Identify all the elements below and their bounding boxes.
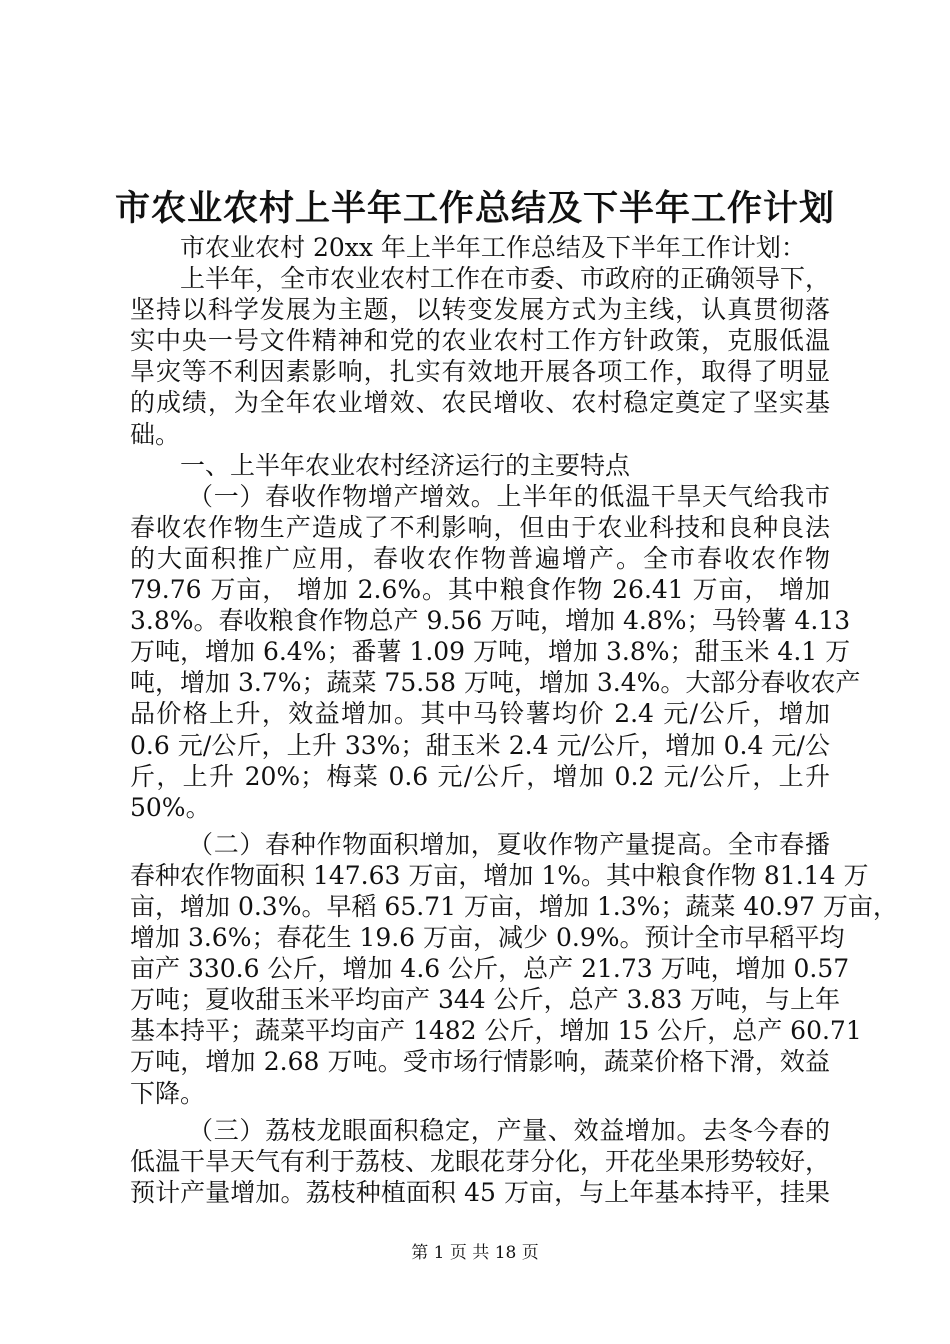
- paragraph-line: 的成绩，为全年农业增效、农民增收、农村稳定奠定了坚实基: [130, 388, 830, 418]
- paragraph-line: 春种农作物面积 147.63 万亩，增加 1%。其中粮食作物 81.14 万: [130, 860, 869, 890]
- document-title: 市农业农村上半年工作总结及下半年工作计划: [114, 189, 835, 229]
- page-number-footer: 第 1 页 共 18 页: [411, 1243, 539, 1263]
- paragraph-line: 春收农作物生产造成了不利影响，但由于农业科技和良种良法: [130, 512, 830, 542]
- paragraph-line: 3.8%。春收粮食作物总产 9.56 万吨，增加 4.8%；马铃薯 4.13: [130, 606, 851, 636]
- section-heading: 一、上半年农业农村经济运行的主要特点: [180, 450, 631, 480]
- document-body: [130, 232, 898, 1208]
- paragraph-line: 斤，上升 20%；梅菜 0.6 元/公斤，增加 0.2 元/公斤，上升: [130, 761, 830, 791]
- paragraph-line: 吨，增加 3.7%；蔬菜 75.58 万吨，增加 3.4%。大部分春收农产: [130, 668, 861, 698]
- paragraph-line: 基本持平；蔬菜平均亩产 1482 公斤，增加 15 公斤，总产 60.71: [130, 1016, 862, 1046]
- paragraph-line: 万吨；夏收甜玉米平均亩产 344 公斤，总产 3.83 万吨，与上年: [130, 985, 841, 1015]
- paragraph-line: 下降。: [130, 1078, 206, 1108]
- paragraph-line: 实中央一号文件精神和党的农业农村工作方针政策，克服低温: [130, 326, 830, 356]
- paragraph-line: （一）春收作物增产增效。上半年的低温干旱天气给我市: [188, 481, 830, 511]
- paragraph-line: 万吨，增加 2.68 万吨。受市场行情影响，蔬菜价格下滑，效益: [130, 1047, 830, 1077]
- paragraph-line: 旱灾等不利因素影响，扎实有效地开展各项工作，取得了明显: [130, 357, 830, 387]
- intro-line: 市农业农村 20xx 年上半年工作总结及下半年工作计划：: [180, 233, 806, 262]
- paragraph-line: 0.6 元/公斤，上升 33%；甜玉米 2.4 元/公斤，增加 0.4 元/公: [130, 730, 830, 760]
- paragraph-line: 亩，增加 0.3%。早稻 65.71 万亩，增加 1.3%；蔬菜 40.97 万亩，: [130, 891, 898, 921]
- paragraph-line: （三）荔枝龙眼面积稳定，产量、效益增加。去冬今春的: [188, 1115, 830, 1145]
- paragraph-line: 亩产 330.6 公斤，增加 4.6 公斤，总产 21.73 万吨，增加 0.57: [130, 954, 850, 984]
- paragraph-line: 品价格上升，效益增加。其中马铃薯均价 2.4 元/公斤，增加: [130, 699, 830, 729]
- paragraph-line: （二）春种作物面积增加，夏收作物产量提高。全市春播: [188, 829, 830, 859]
- paragraph-line: 79.76 万亩， 增加 2.6%。其中粮食作物 26.41 万亩， 增加: [130, 575, 830, 605]
- paragraph-line: 万吨，增加 6.4%；番薯 1.09 万吨，增加 3.8%；甜玉米 4.1 万: [130, 637, 851, 667]
- paragraph-line: 低温干旱天气有利于荔枝、龙眼花芽分化，开花坐果形势较好，: [130, 1146, 831, 1176]
- paragraph-line: 的大面积推广应用，春收农作物普遍增产。全市春收农作物: [130, 543, 830, 573]
- paragraph-line: 上半年，全市农业农村工作在市委、市政府的正确领导下，: [180, 264, 831, 294]
- paragraph-line: 预计产量增加。荔枝种植面积 45 万亩，与上年基本持平，挂果: [130, 1177, 830, 1207]
- paragraph-line: 增加 3.6%；春花生 19.6 万亩，减少 0.9%。预计全市早稻平均: [130, 923, 845, 953]
- paragraph-line: 坚持以科学发展为主题，以转变发展方式为主线，认真贯彻落: [130, 295, 830, 325]
- paragraph-line: 50%。: [130, 792, 211, 822]
- paragraph-line: 础。: [130, 419, 181, 449]
